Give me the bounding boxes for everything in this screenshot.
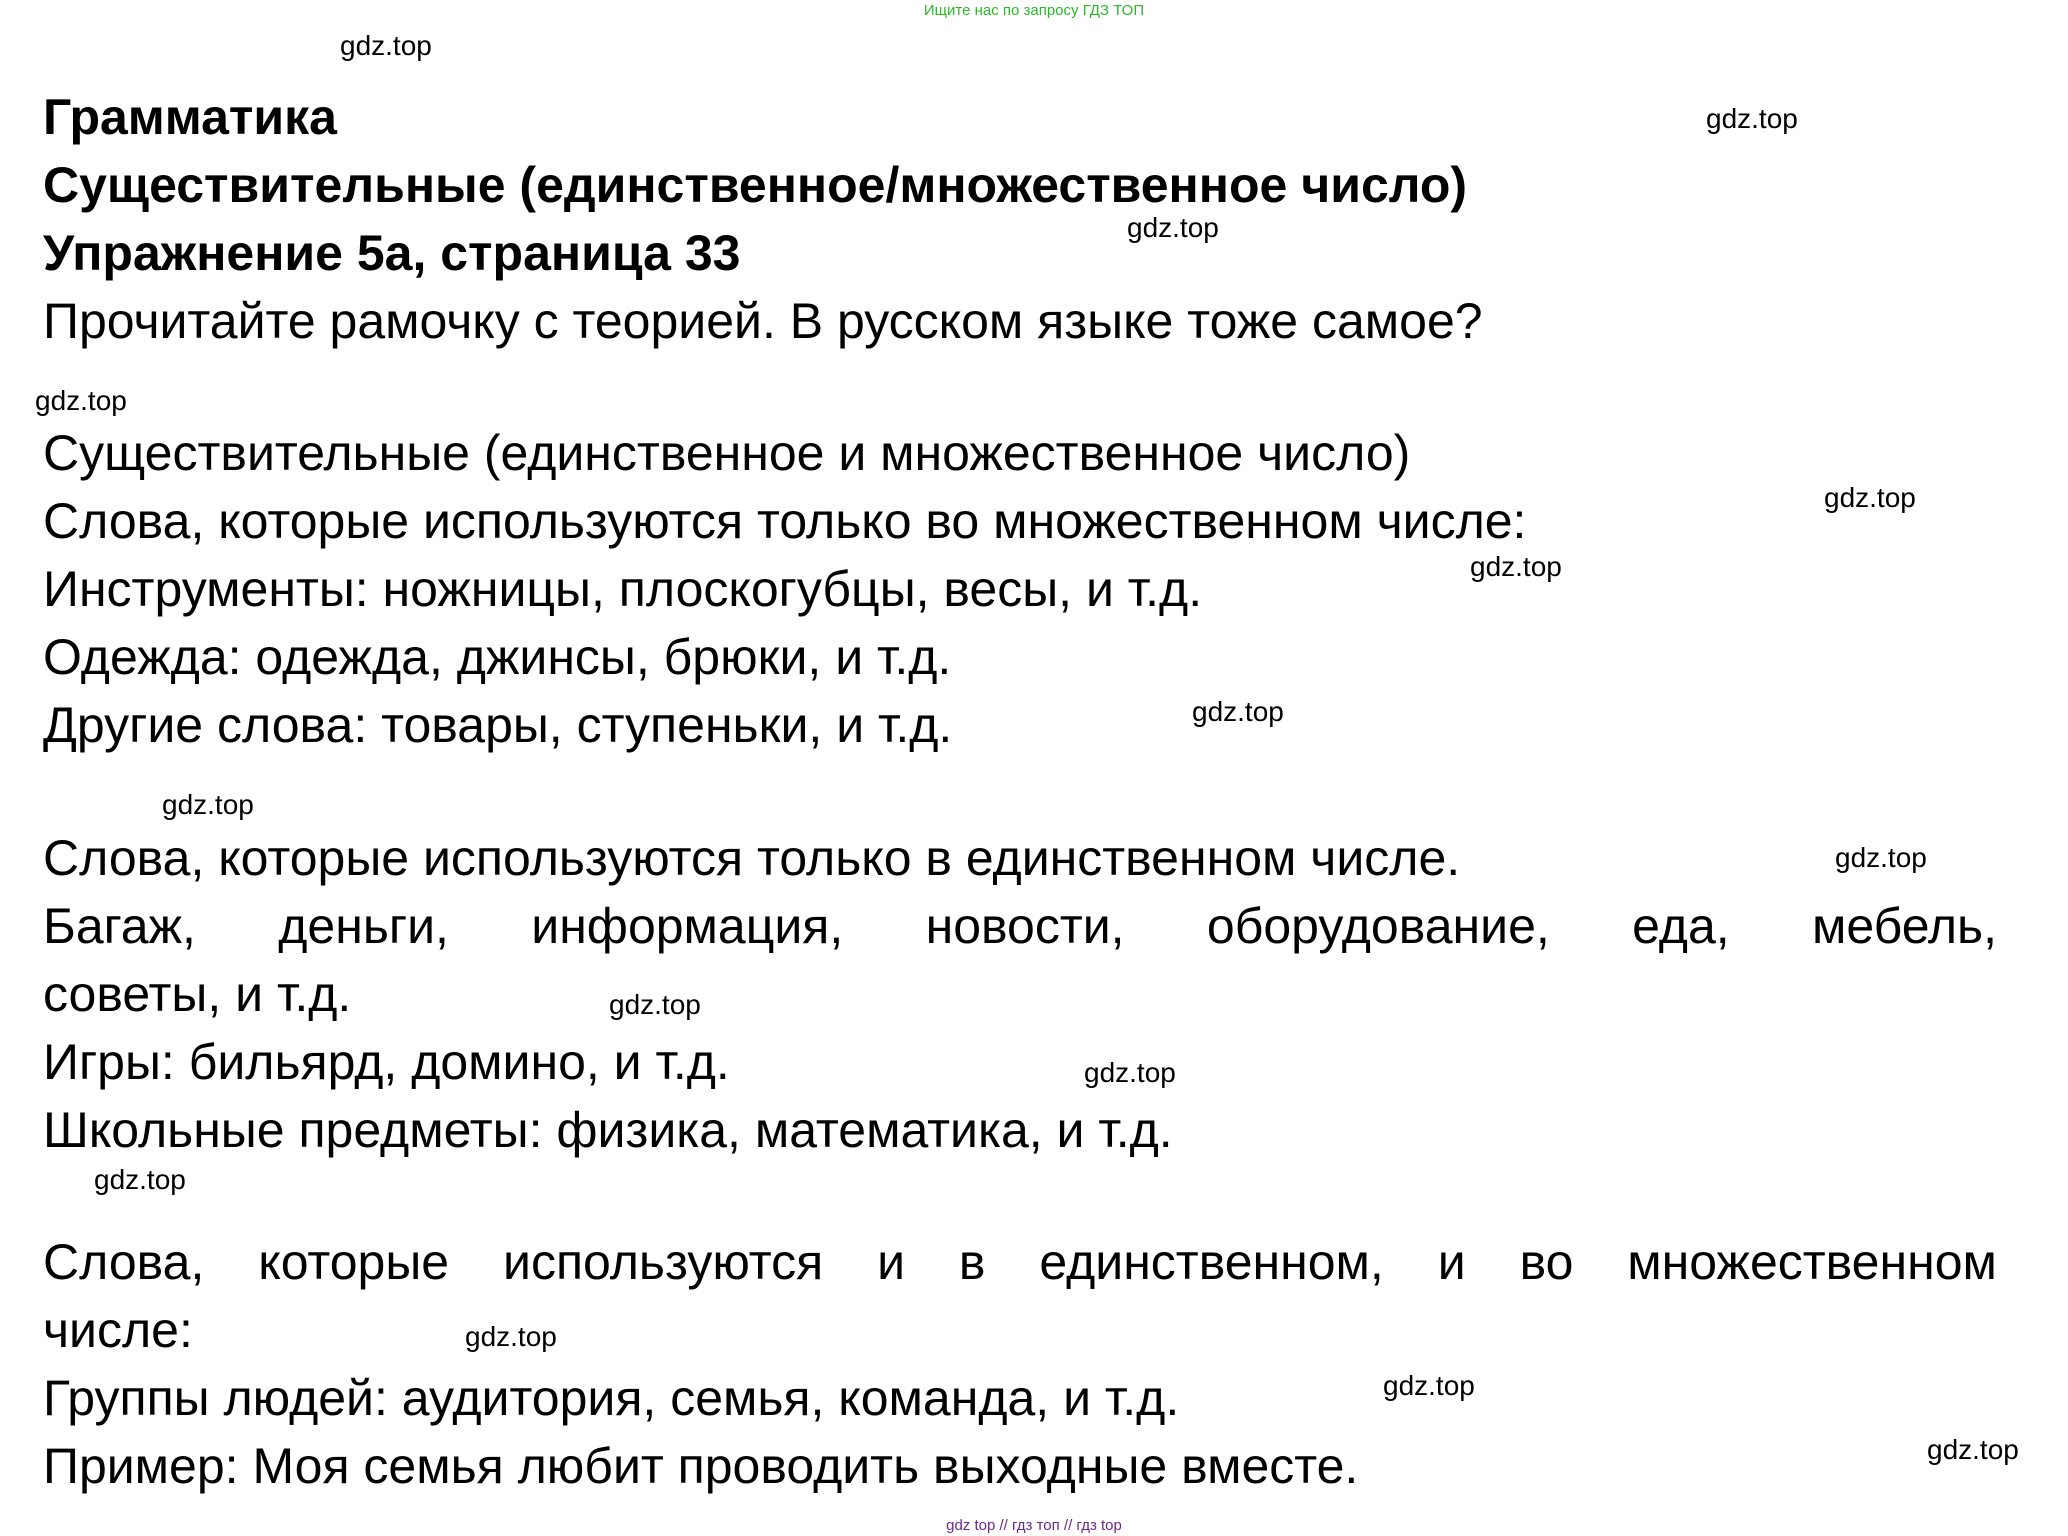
heading-word: в <box>958 1234 986 1290</box>
watermark: gdz.top <box>340 30 432 61</box>
watermark: gdz.top <box>1824 482 1916 513</box>
section2-list-continuation: советы, и т.д. <box>43 966 352 1022</box>
watermark: gdz.top <box>1084 1057 1176 1088</box>
section1-line-1: Существительные (единственное и множественное число) <box>43 425 1411 481</box>
exercise-title: Упражнение 5a, страница 33 <box>43 225 741 281</box>
watermark: gdz.top <box>609 989 701 1020</box>
top-banner: Ищите нас по запросу ГДЗ ТОП <box>923 2 1145 19</box>
section1-line-4: Одежда: одежда, джинсы, брюки, и т.д. <box>43 629 952 685</box>
section3-line-2: Пример: Моя семья любит проводить выходные вместе. <box>43 1438 1359 1494</box>
section3-line-1: Группы людей: аудитория, семья, команда, и т.д. <box>43 1370 1180 1426</box>
watermark: gdz.top <box>1927 1434 2019 1465</box>
section2-line-2: Школьные предметы: физика, математика, и т.д. <box>43 1102 1173 1158</box>
list-word: новости, <box>925 898 1125 954</box>
watermark: gdz.top <box>1470 551 1562 582</box>
watermark: gdz.top <box>1706 103 1798 134</box>
watermark: gdz.top <box>1835 842 1927 873</box>
watermark: gdz.top <box>162 789 254 820</box>
heading-word: используются <box>503 1234 824 1290</box>
section2-line-1: Игры: бильярд, домино, и т.д. <box>43 1034 730 1090</box>
subject-title: Грамматика <box>43 89 337 145</box>
list-word: деньги, <box>278 898 449 954</box>
watermark: gdz.top <box>1127 212 1219 243</box>
heading-word: единственном, <box>1039 1234 1384 1290</box>
question-text: Прочитайте рамочку с теорией. В русском языке тоже самое? <box>43 293 1483 349</box>
watermark: gdz.top <box>465 1321 557 1352</box>
section3-heading <box>43 1234 1997 1290</box>
watermark: gdz.top <box>1383 1370 1475 1401</box>
heading-word: и <box>877 1234 905 1290</box>
section2-word-list <box>43 898 1997 954</box>
section1-line-3: Инструменты: ножницы, плоскогубцы, весы, и т.д. <box>43 561 1203 617</box>
heading-word: которые <box>258 1234 450 1290</box>
section1-line-5: Другие слова: товары, ступеньки, и т.д. <box>43 697 953 753</box>
list-word: оборудование, <box>1206 898 1550 954</box>
heading-word: множественном <box>1627 1234 1997 1290</box>
section2-heading: Слова, которые используются только в единственном числе. <box>43 830 1461 886</box>
heading-word: и <box>1437 1234 1466 1290</box>
watermark: gdz.top <box>1192 696 1284 727</box>
list-word: Багаж, <box>43 898 196 954</box>
watermark: gdz.top <box>35 385 127 416</box>
heading-word: во <box>1519 1234 1574 1290</box>
topic-title: Существительные (единственное/множественное число) <box>43 157 1468 213</box>
watermark: gdz.top <box>94 1164 186 1195</box>
list-word: еда, <box>1632 898 1730 954</box>
section3-heading-continuation: числе: <box>43 1302 193 1358</box>
list-word: информация, <box>531 898 844 954</box>
footer-watermark: gdz top // гдз топ // гдз top <box>946 1517 1122 1534</box>
heading-word: Слова, <box>43 1234 205 1290</box>
list-word: мебель, <box>1812 898 1997 954</box>
section1-line-2: Слова, которые используются только во множественном числе: <box>43 493 1527 549</box>
